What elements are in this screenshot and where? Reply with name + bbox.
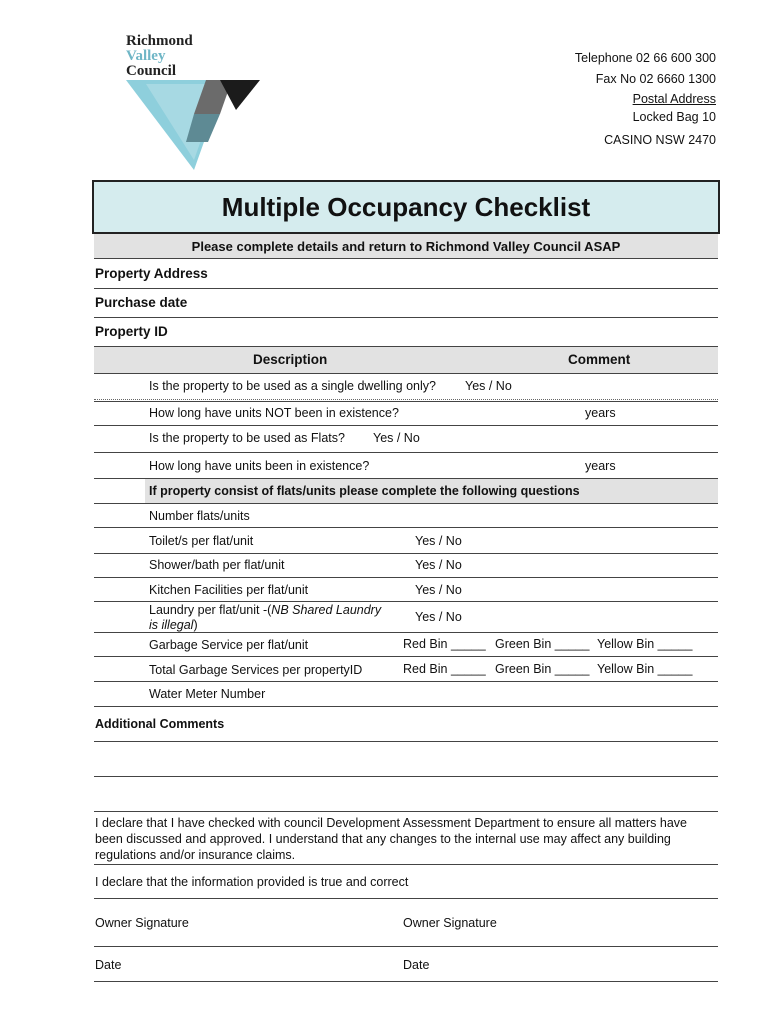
laundry-label — [149, 603, 399, 633]
owner-signature-label-2: Owner Signature — [403, 916, 497, 930]
q4-text: How long have units been in existence? — [149, 459, 370, 473]
description-header: Description — [253, 352, 328, 367]
q1-answer[interactable]: Yes / No — [465, 379, 512, 393]
q4-unit: years — [585, 459, 616, 473]
garbage-label: Garbage Service per flat/unit — [149, 638, 309, 652]
total-garbage-label: Total Garbage Services per propertyID — [149, 663, 363, 677]
toilets-answer[interactable]: Yes / No — [415, 534, 462, 548]
table-header-line — [94, 373, 718, 374]
q1-text: Is the property to be used as a single dwelling only? — [149, 379, 436, 393]
logo-triangle-icon — [126, 80, 261, 172]
shower-answer[interactable]: Yes / No — [415, 558, 462, 572]
row-divider — [94, 399, 718, 400]
declaration-line — [94, 864, 718, 865]
logo-line-1: Richmond — [126, 33, 193, 49]
row-divider — [94, 706, 718, 707]
laundry-note-2: is illegal — [149, 618, 194, 632]
row-divider — [94, 601, 718, 602]
water-meter-label: Water Meter Number — [149, 687, 266, 701]
contact-postal-label: Postal Address — [632, 92, 716, 106]
row-divider — [94, 452, 718, 453]
garbage-green-bin[interactable]: Green Bin _____ — [495, 637, 590, 651]
date-label-2: Date — [403, 958, 430, 972]
additional-comments-label: Additional Comments — [95, 717, 225, 731]
toilets-label: Toilet/s per flat/unit — [149, 534, 254, 548]
comments-line[interactable] — [94, 741, 718, 742]
row-divider — [94, 401, 718, 402]
property-address-label: Property Address — [95, 266, 208, 281]
contact-locked-bag: Locked Bag 10 — [632, 110, 716, 124]
date-label-1: Date — [95, 958, 122, 972]
row-divider — [94, 681, 718, 682]
laundry-note-1: NB Shared Laundry — [271, 603, 382, 617]
flats-heading: If property consist of flats/units please complete the following questions — [149, 484, 580, 498]
form-title: Multiple Occupancy Checklist — [92, 180, 720, 234]
property-address-line[interactable] — [94, 288, 718, 289]
declaration-true-correct: I declare that the information provided is true and correct — [95, 875, 409, 889]
signature-line[interactable] — [94, 946, 718, 947]
garbage-red-bin[interactable]: Red Bin _____ — [403, 637, 486, 651]
contact-telephone: Telephone 02 66 600 300 — [574, 51, 716, 65]
q2-text: How long have units NOT been in existence? — [149, 406, 399, 420]
q3-answer[interactable]: Yes / No — [373, 431, 420, 445]
laundry-suffix: ) — [193, 618, 198, 632]
council-logo — [126, 34, 261, 174]
comment-header: Comment — [568, 352, 631, 367]
row-divider — [94, 425, 718, 426]
owner-signature-label-1: Owner Signature — [95, 916, 189, 930]
property-id-label: Property ID — [95, 324, 168, 339]
contact-fax: Fax No 02 6660 1300 — [595, 72, 716, 86]
purchase-date-label: Purchase date — [95, 295, 188, 310]
laundry-answer[interactable]: Yes / No — [415, 610, 462, 624]
total-green-bin[interactable]: Green Bin _____ — [495, 662, 590, 676]
kitchen-answer[interactable]: Yes / No — [415, 583, 462, 597]
row-divider — [94, 503, 718, 504]
number-flats-label: Number flats/units — [149, 509, 250, 523]
purchase-date-line[interactable] — [94, 317, 718, 318]
total-yellow-bin[interactable]: Yellow Bin _____ — [597, 662, 693, 676]
form-subtitle: Please complete details and return to Richmond Valley Council ASAP — [94, 234, 718, 259]
declaration-paragraph: I declare that I have checked with council Development Assessment Department to ensure all matters have been discussed and approved. I understand that any changes to the internal use may affect any building regulations and/or insurance claims. — [95, 816, 687, 862]
row-divider — [94, 632, 718, 633]
q3-text: Is the property to be used as Flats? — [149, 431, 345, 445]
q2-unit: years — [585, 406, 616, 420]
comments-line[interactable] — [94, 776, 718, 777]
row-divider — [94, 553, 718, 554]
date-line[interactable] — [94, 981, 718, 982]
row-divider — [94, 527, 718, 528]
kitchen-label: Kitchen Facilities per flat/unit — [149, 583, 309, 597]
laundry-prefix: Laundry per flat/unit -( — [149, 603, 272, 617]
comments-line[interactable] — [94, 811, 718, 812]
logo-line-3: Council — [126, 63, 177, 79]
contact-city: CASINO NSW 2470 — [604, 133, 716, 147]
row-divider — [94, 656, 718, 657]
garbage-yellow-bin[interactable]: Yellow Bin _____ — [597, 637, 693, 651]
logo-line-2: Valley — [126, 48, 166, 64]
shower-label: Shower/bath per flat/unit — [149, 558, 285, 572]
declaration-line — [94, 898, 718, 899]
total-red-bin[interactable]: Red Bin _____ — [403, 662, 486, 676]
row-divider — [94, 577, 718, 578]
